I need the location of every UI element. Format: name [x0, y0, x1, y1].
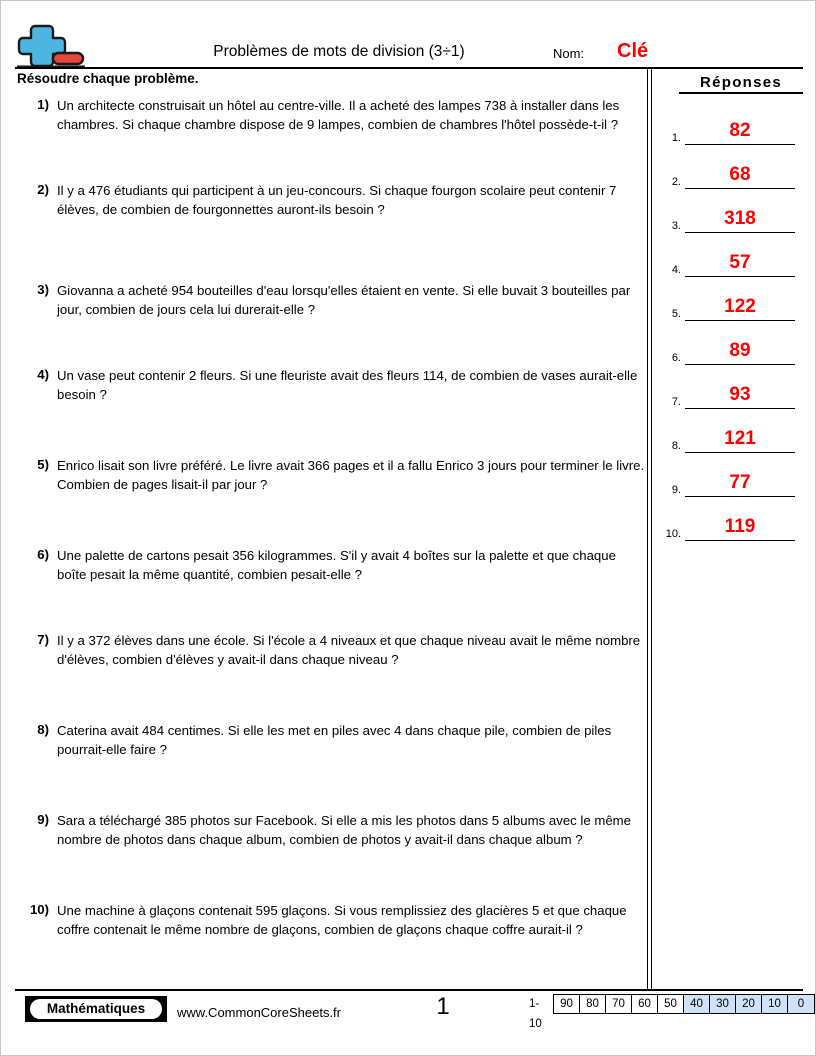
page-title: Problèmes de mots de division (3÷1)	[213, 43, 465, 60]
problem-number: 9)	[37, 812, 49, 827]
answer-index: 4.	[671, 264, 681, 276]
problem-text: Il y a 476 étudiants qui participent à un jeu-concours. Si chaque fourgon scolaire peut contenir 7 élèves, de combien de fourgonnettes auront-ils besoin ?	[57, 183, 617, 217]
answer-value: 68	[729, 164, 751, 185]
divider-line-right	[651, 69, 652, 989]
problem-number: 6)	[37, 547, 49, 562]
problem-number: 5)	[37, 457, 49, 472]
scale-cell: 40	[684, 995, 710, 1013]
answer-row	[659, 189, 803, 233]
scale-cell-list	[553, 994, 815, 1014]
problem-item	[15, 182, 645, 219]
scale-cell: 80	[580, 995, 606, 1013]
problem-item	[15, 632, 645, 669]
problem-number: 10)	[29, 902, 49, 917]
problem-item	[15, 902, 645, 939]
score-scale	[529, 994, 815, 1030]
problem-item	[15, 722, 645, 759]
name-label: Nom:	[553, 46, 585, 61]
name-value: Clé	[617, 40, 649, 62]
answer-value: 89	[729, 340, 751, 361]
scale-range-label: 1-10	[529, 998, 542, 1030]
answer-index: 5.	[671, 308, 681, 320]
divider-line-left	[647, 69, 648, 989]
answer-index: 10.	[665, 528, 681, 540]
answers-heading: Réponses	[679, 74, 803, 94]
answer-value: 57	[729, 252, 751, 273]
problem-text: Un architecte construisait un hôtel au centre-ville. Il a acheté des lampes 738 à installer dans les chambres. Si chaque chambre dispose de 9 lampes, combien de chambres l'hôtel possède-t-il ?	[57, 98, 620, 132]
instruction-text: Résoudre chaque problème.	[17, 71, 199, 86]
header-divider	[15, 67, 803, 69]
answer-value: 82	[729, 120, 751, 141]
answer-value: 119	[724, 516, 756, 537]
scale-cell: 30	[710, 995, 736, 1013]
answer-row	[659, 145, 803, 189]
scale-cell: 20	[736, 995, 762, 1013]
problem-item	[15, 367, 645, 404]
problem-number: 2)	[37, 182, 49, 197]
answer-row	[659, 321, 803, 365]
problem-item	[15, 282, 645, 319]
problem-text: Il y a 372 élèves dans une école. Si l'école a 4 niveaux et que chaque niveau avait le même nombre d'élèves, combien d'élèves y avait-il dans chaque niveau ?	[57, 633, 641, 667]
answer-value: 121	[724, 428, 756, 449]
site-url: www.CommonCoreSheets.fr	[177, 1005, 341, 1020]
problem-item	[15, 812, 645, 849]
brand-oval	[30, 999, 162, 1019]
problem-text: Une palette de cartons pesait 356 kilogrammes. S'il y avait 4 boîtes sur la palette et que chaque boîte pesait la même quantité, combien pesait-elle ?	[57, 548, 616, 582]
problem-text: Giovanna a acheté 954 bouteilles d'eau lorsqu'elles étaient en vente. Si elle buvait 3 bouteilles par jour, combien de jours cela lui durerait-elle ?	[57, 283, 631, 317]
plus-minus-logo-icon	[15, 24, 87, 68]
answer-row	[659, 277, 803, 321]
problem-text: Une machine à glaçons contenait 595 glaçons. Si vous remplissiez des glacières 5 et que chaque coffre contenait le même nombre de glaçons, combien de glaçons chaque coffre aurait-il ?	[57, 903, 627, 937]
problem-item	[15, 547, 645, 584]
brand-badge	[25, 996, 167, 1022]
scale-cell: 0	[788, 995, 814, 1013]
scale-cell: 70	[606, 995, 632, 1013]
scale-cell: 90	[554, 995, 580, 1013]
problem-text: Caterina avait 484 centimes. Si elle les met en piles avec 4 dans chaque pile, combien de piles pourrait-elle faire ?	[57, 723, 612, 757]
answer-row	[659, 365, 803, 409]
problem-number: 4)	[37, 367, 49, 382]
problem-item	[15, 97, 645, 134]
problem-text: Un vase peut contenir 2 fleurs. Si une fleuriste avait des fleurs 114, de combien de vases aurait-elle besoin ?	[57, 368, 638, 402]
answer-value: 122	[724, 296, 756, 317]
answer-value: 318	[724, 208, 756, 229]
brand-label: Mathématiques	[46, 1001, 146, 1016]
problem-number: 8)	[37, 722, 49, 737]
scale-cell: 10	[762, 995, 788, 1013]
problem-text: Sara a téléchargé 385 photos sur Facebook. Si elle a mis les photos dans 5 albums avec le même nombre de photos dans chaque album, combien de photos y avait-il dans chaque album ?	[57, 813, 631, 847]
answer-blank-line	[685, 540, 795, 541]
answer-index: 3.	[671, 220, 681, 232]
problem-number: 1)	[37, 97, 49, 112]
problem-number: 7)	[37, 632, 49, 647]
answer-index: 7.	[671, 396, 681, 408]
answer-index: 9.	[671, 484, 681, 496]
answer-index: 8.	[671, 440, 681, 452]
answer-value: 77	[729, 472, 751, 493]
answer-row	[659, 453, 803, 497]
answer-row	[659, 497, 803, 541]
scale-cell: 50	[658, 995, 684, 1013]
answer-row	[659, 233, 803, 277]
answer-index: 1.	[671, 132, 681, 144]
answer-index: 2.	[671, 176, 681, 188]
answer-row	[659, 409, 803, 453]
problem-number: 3)	[37, 282, 49, 297]
page-number: 1	[436, 993, 450, 1020]
scale-cell: 60	[632, 995, 658, 1013]
problem-item	[15, 457, 645, 494]
answer-value: 93	[729, 384, 751, 405]
column-divider	[647, 69, 655, 989]
answer-index: 6.	[671, 352, 681, 364]
answer-row	[659, 101, 803, 145]
problem-text: Enrico lisait son livre préféré. Le livre avait 366 pages et il a fallu Enrico 3 jours pour terminer le livre. Combien de pages lisait-il par jour ?	[57, 458, 645, 492]
page-header	[1, 1, 816, 67]
